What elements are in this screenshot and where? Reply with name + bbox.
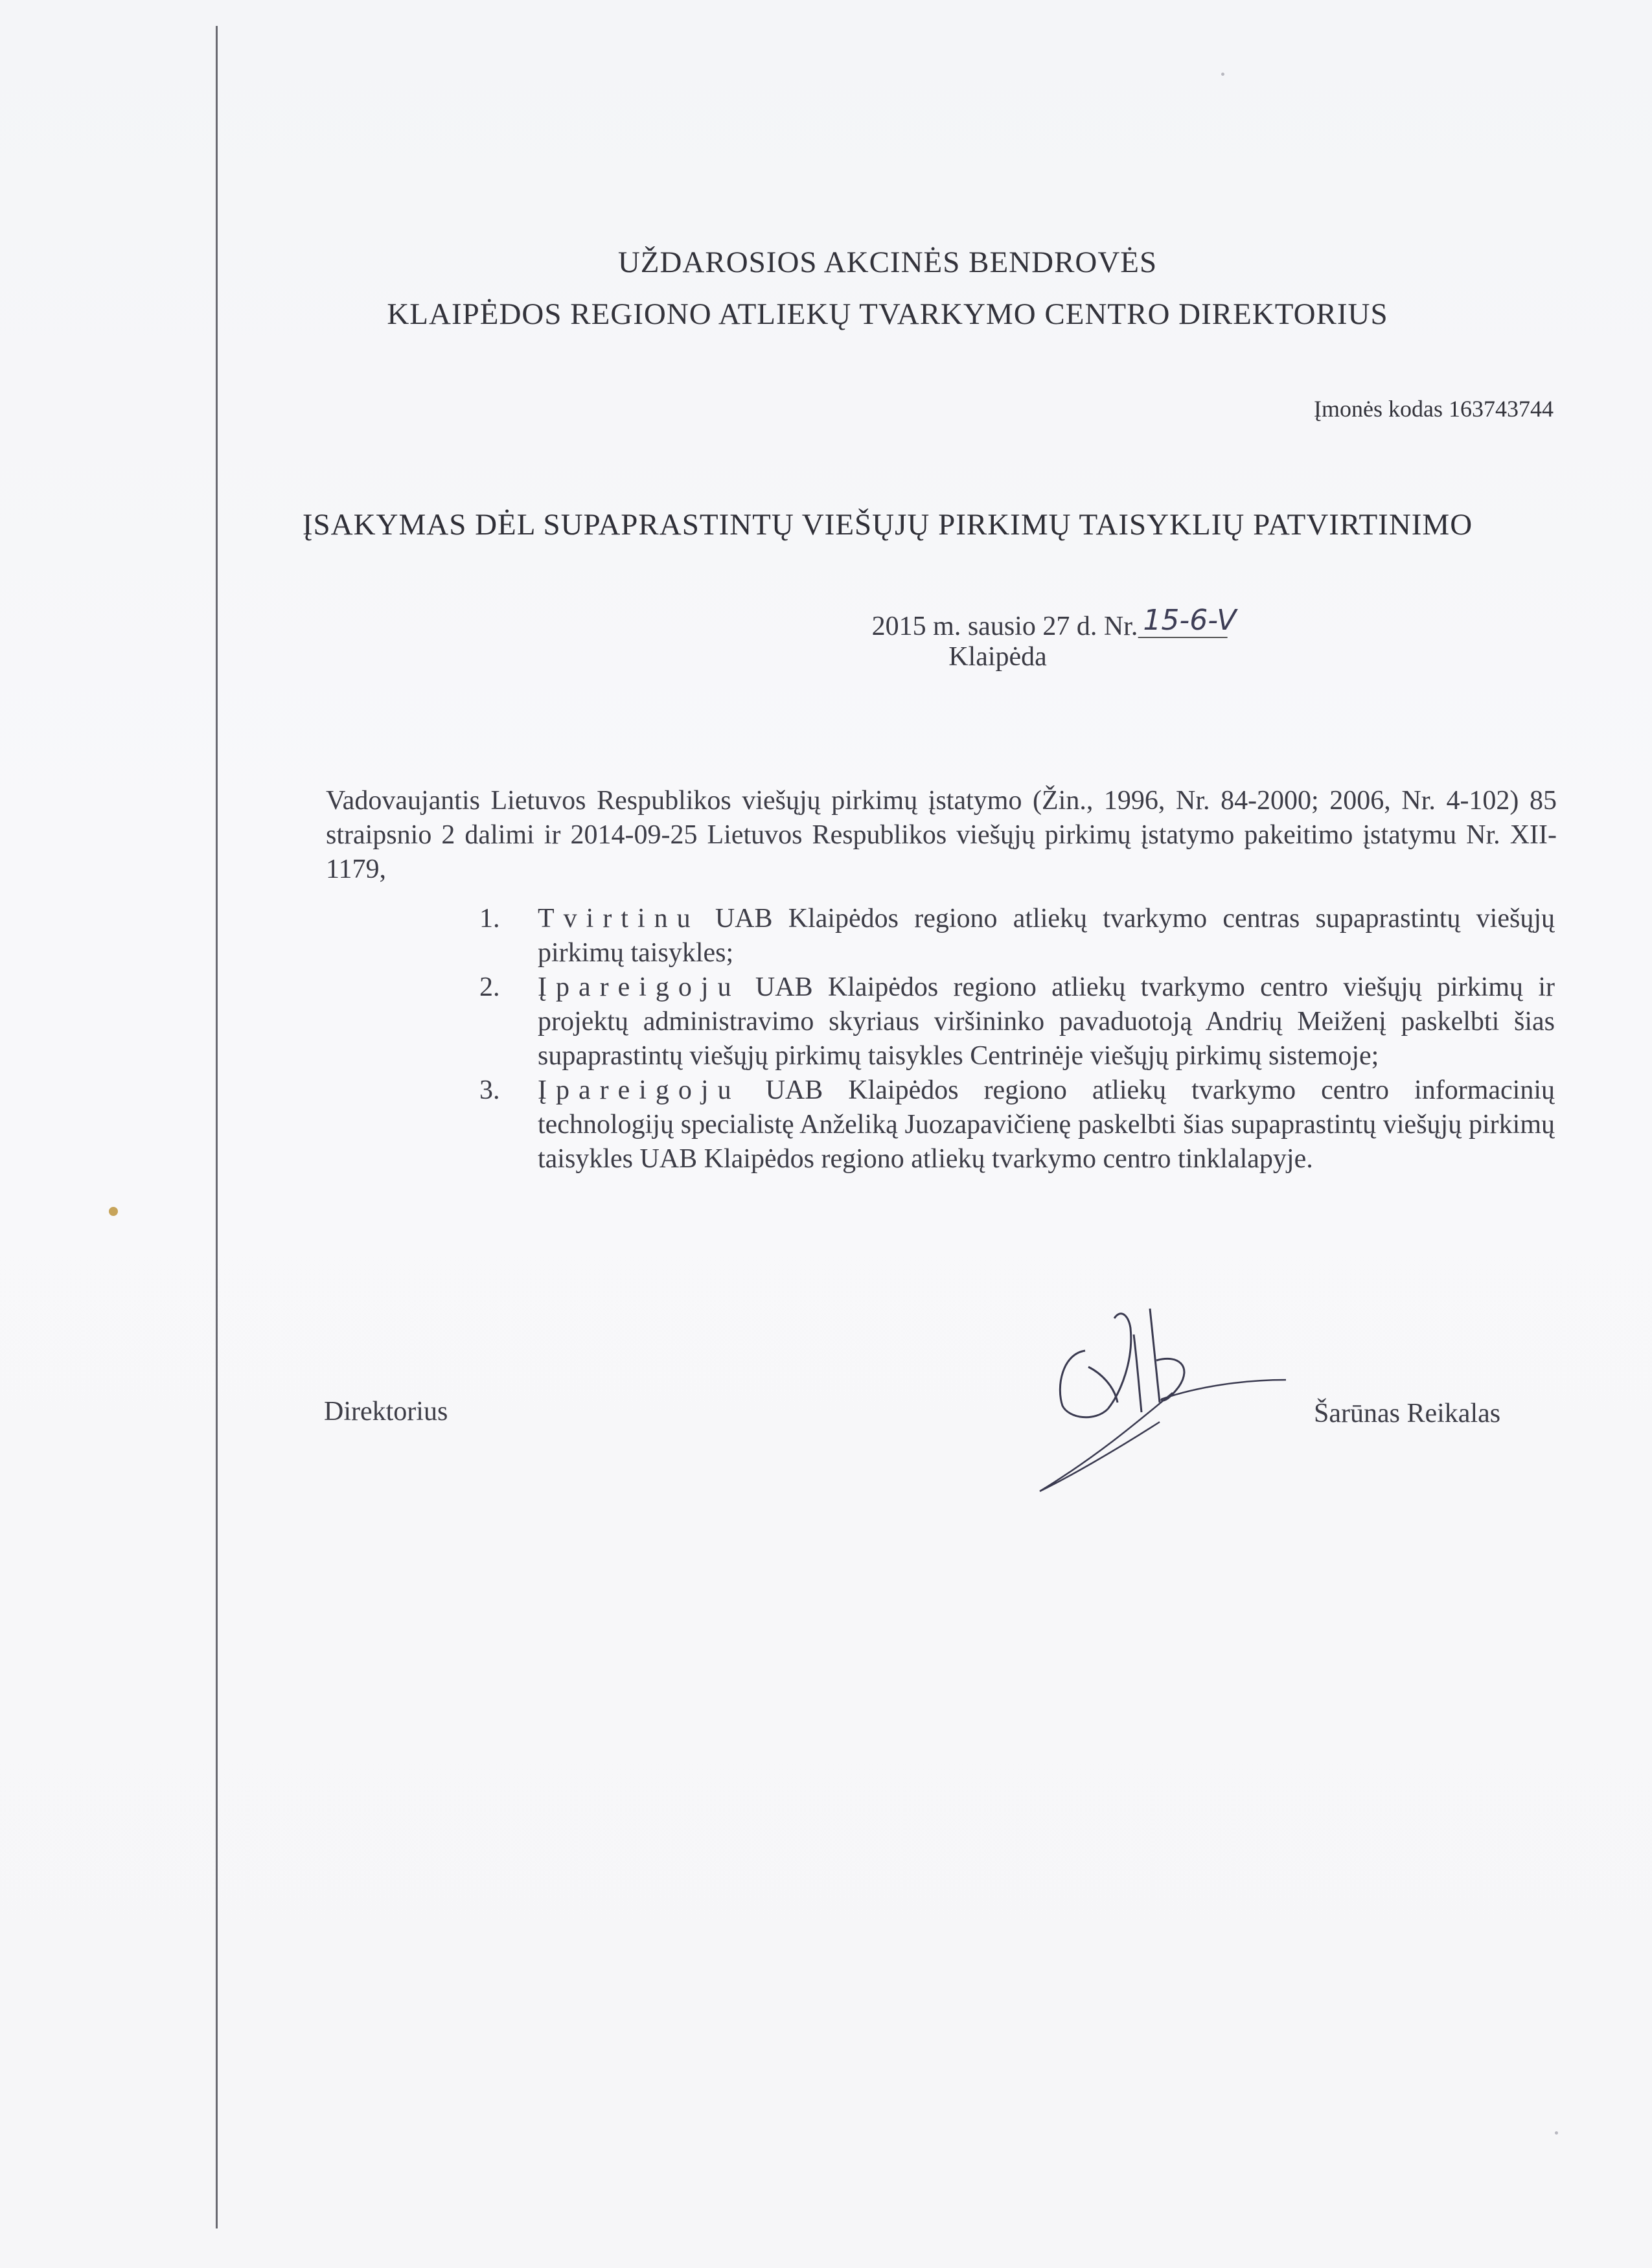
- item-verb: Įpareigoju: [538, 972, 740, 1002]
- scan-speck: [1555, 2131, 1558, 2135]
- handwritten-document-number: 15-6-V: [1138, 604, 1227, 638]
- list-item: [479, 970, 1555, 1073]
- item-number: 1.: [479, 904, 500, 934]
- intro-paragraph: Vadovaujantis Lietuvos Respublikos viešųjų pirkimų įstatymo (Žin., 1996, Nr. 84-2000; 2006, Nr. 4-102) 85 straipsnio 2 dalimi ir 2014-09-25 Lietuvos Respublikos viešųjų pirkimų įstatymo pakeitimo įstatymu Nr. XII-1179,: [326, 786, 1557, 884]
- handwritten-signature: [1024, 1289, 1296, 1503]
- item-verb: Tvirtinu: [538, 904, 700, 934]
- item-text: UAB Klaipėdos regiono atliekų tvarkymo centro informacinių technologijų specialistę Anželiką Juozapavičienę paskelbti šias supaprastintų viešųjų pirkimų taisykles UAB Klaipėdos regiono atliekų tvarkymo centro tinklalapyje.: [538, 1075, 1555, 1174]
- item-text: UAB Klaipėdos regiono atliekų tvarkymo centras supaprastintų viešųjų pirkimų taisykles;: [538, 904, 1555, 968]
- document-date: 2015 m. sausio 27 d. Nr.: [871, 612, 1138, 641]
- organization-line-2: KLAIPĖDOS REGIONO ATLIEKŲ TVARKYMO CENTRO DIREKTORIUS: [387, 297, 1388, 331]
- document-city: Klaipėda: [948, 642, 1047, 672]
- signatory-name: Šarūnas Reikalas: [1314, 1399, 1501, 1428]
- margin-line: [216, 26, 218, 2228]
- list-item: [479, 902, 1555, 970]
- item-text: UAB Klaipėdos regiono atliekų tvarkymo centro viešųjų pirkimų ir projektų administravimo skyriaus viršininko pavaduotoją Andrių Meiženį paskelbti šias supaprastintų viešųjų pirkimų taisykles Centrinėje viešųjų pirkimų sistemoje;: [538, 972, 1555, 1071]
- order-list: [479, 902, 1555, 1176]
- organization-line-1: UŽDAROSIOS AKCINĖS BENDROVĖS: [617, 246, 1158, 279]
- punch-hole-mark: [109, 1207, 118, 1216]
- item-number: 3.: [479, 1075, 500, 1105]
- item-verb: Įpareigoju: [538, 1075, 740, 1105]
- scan-speck: [1221, 73, 1224, 76]
- company-code: Įmonės kodas 163743744: [1314, 396, 1554, 422]
- item-number: 2.: [479, 972, 500, 1002]
- list-item: [479, 1073, 1555, 1176]
- document-title: ĮSAKYMAS DĖL SUPAPRASTINTŲ VIEŠŲJŲ PIRKIMŲ TAISYKLIŲ PATVIRTINIMO: [302, 508, 1473, 542]
- signatory-role: Direktorius: [324, 1397, 448, 1426]
- date-line: [871, 604, 1237, 643]
